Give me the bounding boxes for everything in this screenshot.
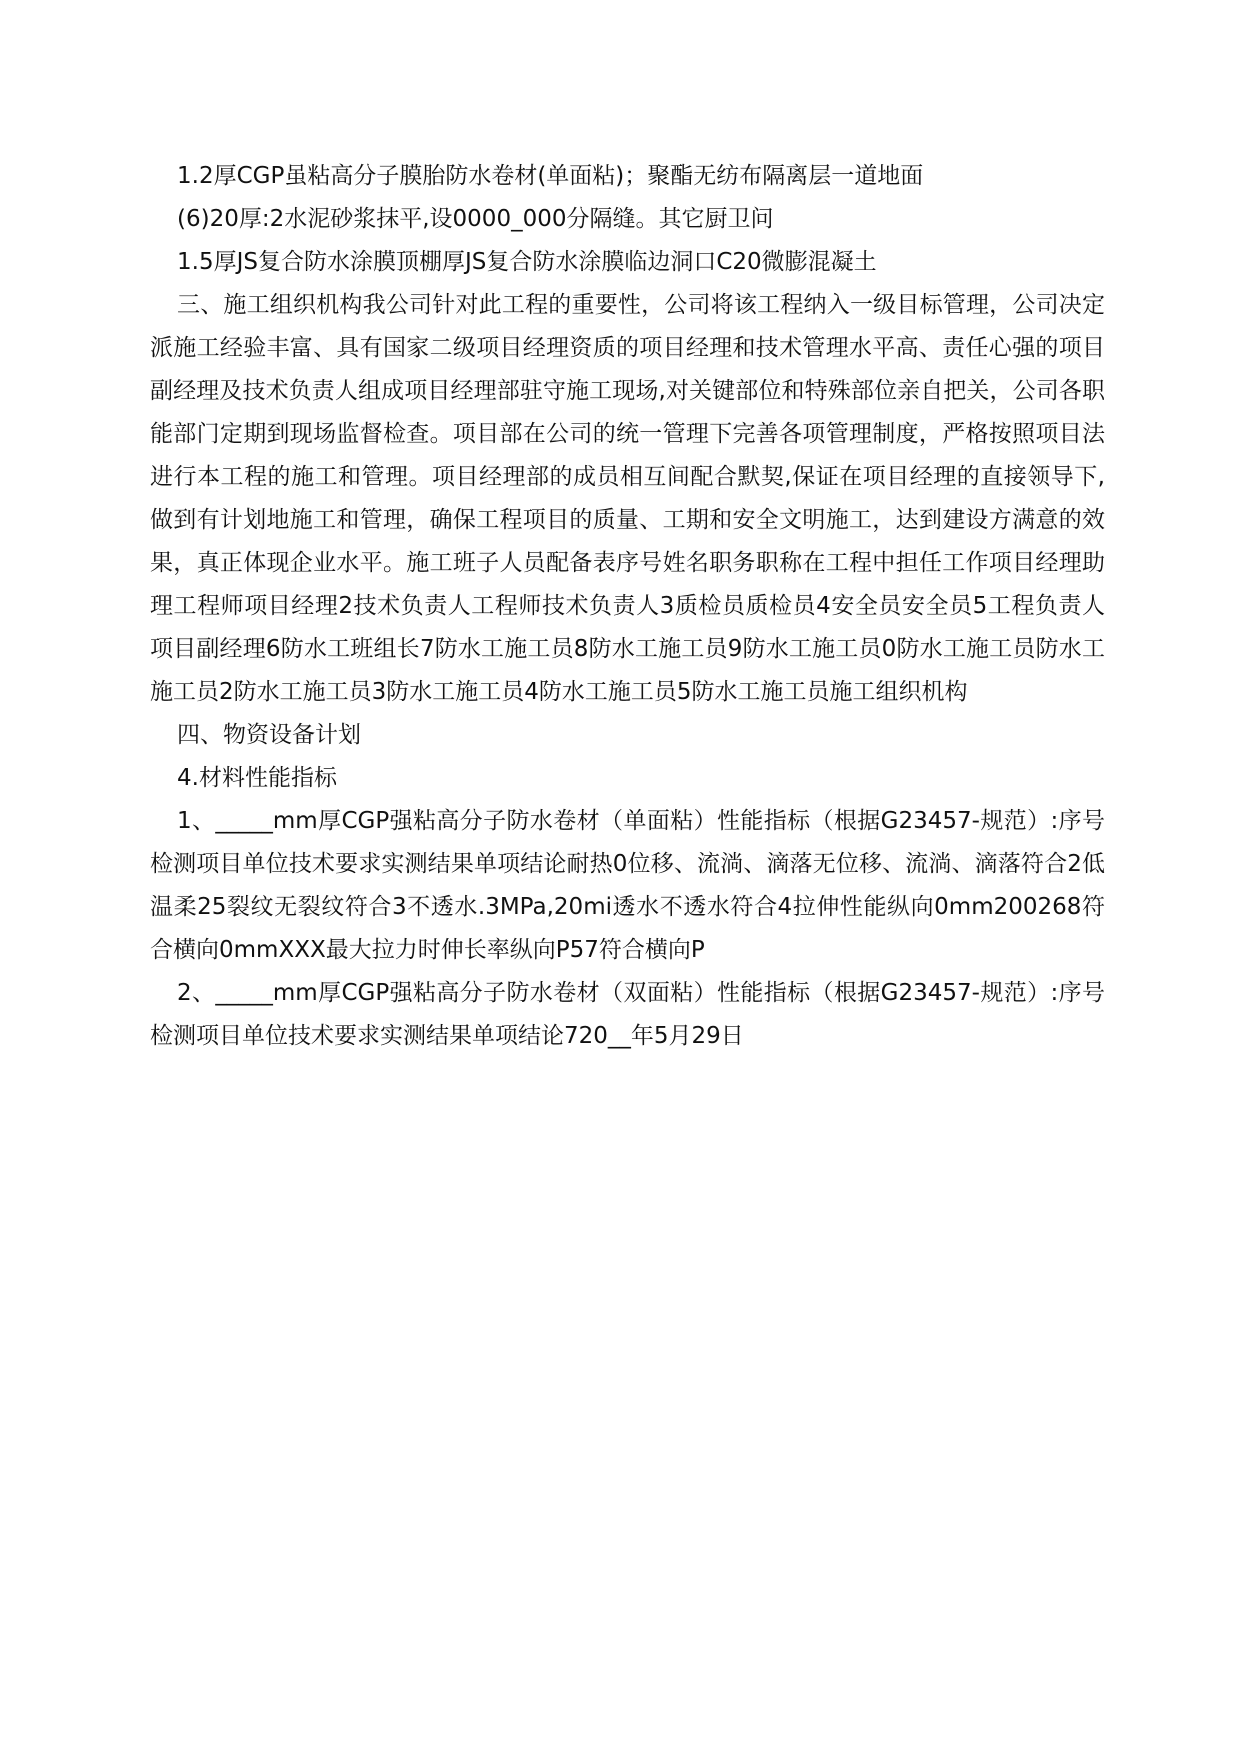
paragraph-heading-material-indicators: 4.材料性能指标	[177, 765, 337, 791]
paragraph-2: (6)20厚:2水泥砂浆抹平,设0000_000分隔缝。其它厨卫问	[177, 206, 774, 232]
document-page	[150, 155, 1105, 1058]
paragraph-3: 1.5厚JS复合防水涂膜顶棚厚JS复合防水涂膜临边洞口C20微膨混凝土	[177, 249, 877, 275]
paragraph-heading-material-plan: 四、物资设备计划	[177, 722, 361, 748]
paragraph-double-sided-membrane: 2、_____mm厚CGP强粘高分子防水卷材（双面粘）性能指标（根据G23457-规范）:序号检测项目单位技术要求实测结果单项结论720__年5月29日	[150, 980, 1105, 1049]
paragraph-1: 1.2厚CGP虽粘高分子膜胎防水卷材(单面粘)；聚酯无纺布隔离层一道地面	[177, 163, 924, 189]
paragraph-single-sided-membrane: 1、_____mm厚CGP强粘高分子防水卷材（单面粘）性能指标（根据G23457-规范）:序号检测项目单位技术要求实测结果单项结论耐热0位移、流淌、滴落无位移、流淌、滴落符合2低温柔25裂纹无裂纹符合3不透水.3MPa,20mi透水不透水符合4拉伸性能纵向0mm200268符合横向0mmXXX最大拉力时伸长率纵向P57符合横向P	[150, 808, 1105, 963]
paragraph-construction-organization: 三、施工组织机构我公司针对此工程的重要性，公司将该工程纳入一级目标管理，公司决定派施工经验丰富、具有国家二级项目经理资质的项目经理和技术管理水平高、责任心强的项目副经理及技术负责人组成项目经理部驻守施工现场,对关键部位和特殊部位亲自把关，公司各职能部门定期到现场监督检查。项目部在公司的统一管理下完善各项管理制度，严格按照项目法进行本工程的施工和管理。项目经理部的成员相互间配合默契,保证在项目经理的直接领导下,做到有计划地施工和管理，确保工程项目的质量、工期和安全文明施工，达到建设方满意的效果，真正体现企业水平。施工班子人员配备表序号姓名职务职称在工程中担任工作项目经理助理工程师项目经理2技术负责人工程师技术负责人3质检员质检员4安全员安全员5工程负责人项目副经理6防水工班组长7防水工施工员8防水工施工员9防水工施工员0防水工施工员防水工施工员2防水工施工员3防水工施工员4防水工施工员5防水工施工员施工组织机构	[150, 292, 1105, 705]
